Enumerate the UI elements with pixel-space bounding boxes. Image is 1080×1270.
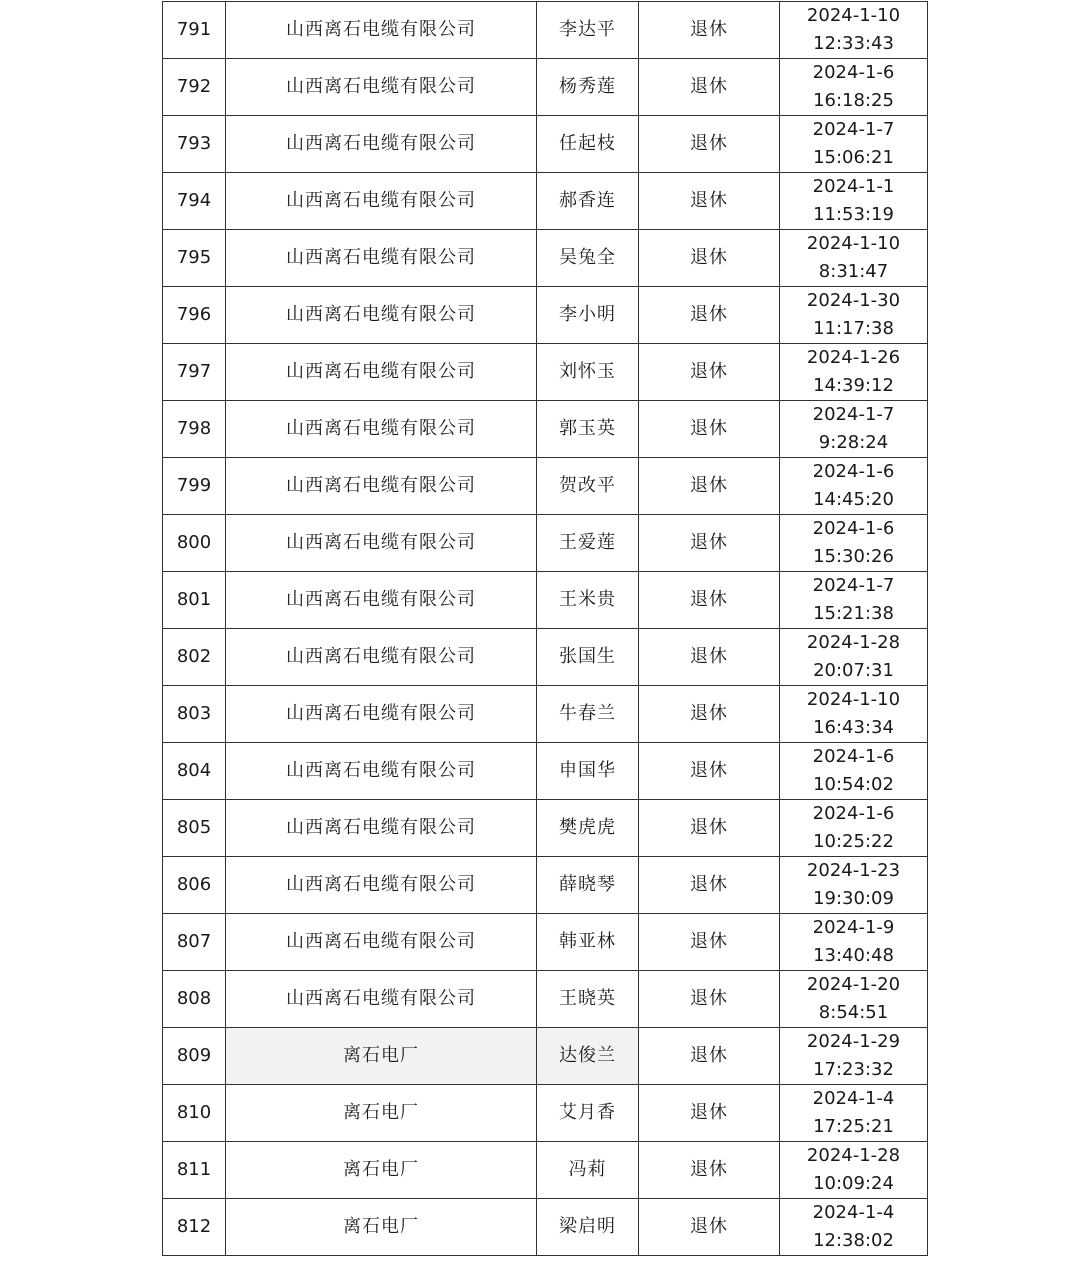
timestamp-date: 2024-1-6 xyxy=(812,62,895,83)
timestamp-time: 10:09:24 xyxy=(813,1173,894,1194)
company-name: 山西离石电缆有限公司 xyxy=(226,2,537,59)
row-number: 791 xyxy=(163,2,226,59)
table-row xyxy=(163,629,928,686)
company-name: 山西离石电缆有限公司 xyxy=(226,686,537,743)
timestamp-time: 11:53:19 xyxy=(813,204,894,225)
company-name: 山西离石电缆有限公司 xyxy=(226,344,537,401)
company-name: 山西离石电缆有限公司 xyxy=(226,515,537,572)
timestamp-cell xyxy=(780,914,928,971)
timestamp-time: 20:07:31 xyxy=(813,660,894,681)
person-name: 李小明 xyxy=(537,287,639,344)
status-text: 退休 xyxy=(639,800,780,857)
status-text: 退休 xyxy=(639,1199,780,1256)
person-name: 王米贵 xyxy=(537,572,639,629)
status-text: 退休 xyxy=(639,743,780,800)
table-row xyxy=(163,1028,928,1085)
row-number: 796 xyxy=(163,287,226,344)
table-row xyxy=(163,914,928,971)
timestamp-date: 2024-1-1 xyxy=(812,176,895,197)
timestamp-date: 2024-1-23 xyxy=(806,860,901,881)
timestamp-date: 2024-1-28 xyxy=(806,1145,901,1166)
timestamp-cell xyxy=(780,116,928,173)
row-number: 811 xyxy=(163,1142,226,1199)
person-name: 梁启明 xyxy=(537,1199,639,1256)
company-name: 山西离石电缆有限公司 xyxy=(226,914,537,971)
timestamp-cell xyxy=(780,287,928,344)
person-name: 王爱莲 xyxy=(537,515,639,572)
table-row xyxy=(163,230,928,287)
table-row xyxy=(163,515,928,572)
timestamp-time: 8:31:47 xyxy=(818,261,889,282)
table-row xyxy=(163,59,928,116)
row-number: 797 xyxy=(163,344,226,401)
row-number: 793 xyxy=(163,116,226,173)
table-row xyxy=(163,458,928,515)
row-number: 808 xyxy=(163,971,226,1028)
status-text: 退休 xyxy=(639,287,780,344)
person-name: 樊虎虎 xyxy=(537,800,639,857)
table-row xyxy=(163,686,928,743)
table-row xyxy=(163,800,928,857)
timestamp-date: 2024-1-6 xyxy=(812,518,895,539)
status-text: 退休 xyxy=(639,629,780,686)
roster-table-body xyxy=(163,2,928,1256)
row-number: 798 xyxy=(163,401,226,458)
row-number: 802 xyxy=(163,629,226,686)
company-name: 离石电厂 xyxy=(226,1028,537,1085)
timestamp-date: 2024-1-6 xyxy=(812,746,895,767)
timestamp-date: 2024-1-7 xyxy=(812,404,895,425)
row-number: 795 xyxy=(163,230,226,287)
row-number: 807 xyxy=(163,914,226,971)
timestamp-cell xyxy=(780,59,928,116)
timestamp-cell xyxy=(780,1085,928,1142)
company-name: 离石电厂 xyxy=(226,1142,537,1199)
timestamp-cell xyxy=(780,686,928,743)
person-name: 郭玉英 xyxy=(537,401,639,458)
status-text: 退休 xyxy=(639,914,780,971)
timestamp-date: 2024-1-26 xyxy=(806,347,901,368)
timestamp-cell xyxy=(780,1142,928,1199)
status-text: 退休 xyxy=(639,59,780,116)
table-row xyxy=(163,2,928,59)
person-name: 杨秀莲 xyxy=(537,59,639,116)
row-number: 812 xyxy=(163,1199,226,1256)
timestamp-cell xyxy=(780,344,928,401)
person-name: 刘怀玉 xyxy=(537,344,639,401)
timestamp-time: 9:28:24 xyxy=(818,432,889,453)
timestamp-time: 15:30:26 xyxy=(813,546,894,567)
status-text: 退休 xyxy=(639,344,780,401)
company-name: 山西离石电缆有限公司 xyxy=(226,971,537,1028)
timestamp-cell xyxy=(780,173,928,230)
row-number: 800 xyxy=(163,515,226,572)
row-number: 803 xyxy=(163,686,226,743)
table-row xyxy=(163,287,928,344)
timestamp-cell xyxy=(780,230,928,287)
person-name: 艾月香 xyxy=(537,1085,639,1142)
row-number: 805 xyxy=(163,800,226,857)
status-text: 退休 xyxy=(639,1085,780,1142)
person-name: 任起枝 xyxy=(537,116,639,173)
row-number: 801 xyxy=(163,572,226,629)
timestamp-time: 11:17:38 xyxy=(813,318,894,339)
company-name: 山西离石电缆有限公司 xyxy=(226,629,537,686)
timestamp-cell xyxy=(780,572,928,629)
timestamp-time: 17:25:21 xyxy=(813,1116,894,1137)
company-name: 山西离石电缆有限公司 xyxy=(226,230,537,287)
timestamp-date: 2024-1-7 xyxy=(812,119,895,140)
timestamp-time: 10:25:22 xyxy=(813,831,894,852)
status-text: 退休 xyxy=(639,686,780,743)
table-row xyxy=(163,743,928,800)
table-row xyxy=(163,857,928,914)
timestamp-time: 17:23:32 xyxy=(813,1059,894,1080)
person-name: 达俊兰 xyxy=(537,1028,639,1085)
timestamp-time: 13:40:48 xyxy=(813,945,894,966)
person-name: 张国生 xyxy=(537,629,639,686)
timestamp-cell xyxy=(780,2,928,59)
row-number: 792 xyxy=(163,59,226,116)
timestamp-date: 2024-1-10 xyxy=(806,233,901,254)
status-text: 退休 xyxy=(639,1142,780,1199)
status-text: 退休 xyxy=(639,515,780,572)
timestamp-date: 2024-1-7 xyxy=(812,575,895,596)
timestamp-cell xyxy=(780,1199,928,1256)
company-name: 山西离石电缆有限公司 xyxy=(226,173,537,230)
timestamp-time: 12:38:02 xyxy=(813,1230,894,1251)
status-text: 退休 xyxy=(639,1028,780,1085)
status-text: 退休 xyxy=(639,401,780,458)
row-number: 810 xyxy=(163,1085,226,1142)
status-text: 退休 xyxy=(639,2,780,59)
status-text: 退休 xyxy=(639,173,780,230)
table-row xyxy=(163,401,928,458)
company-name: 山西离石电缆有限公司 xyxy=(226,458,537,515)
table-row xyxy=(163,572,928,629)
timestamp-time: 15:06:21 xyxy=(813,147,894,168)
timestamp-time: 16:43:34 xyxy=(813,717,894,738)
table-row xyxy=(163,1085,928,1142)
timestamp-date: 2024-1-10 xyxy=(806,689,901,710)
person-name: 薛晓琴 xyxy=(537,857,639,914)
table-row xyxy=(163,1199,928,1256)
timestamp-time: 12:33:43 xyxy=(813,33,894,54)
table-row xyxy=(163,1142,928,1199)
timestamp-time: 14:45:20 xyxy=(813,489,894,510)
person-name: 冯莉 xyxy=(537,1142,639,1199)
person-name: 吴兔全 xyxy=(537,230,639,287)
status-text: 退休 xyxy=(639,572,780,629)
timestamp-time: 19:30:09 xyxy=(813,888,894,909)
status-text: 退休 xyxy=(639,857,780,914)
row-number: 804 xyxy=(163,743,226,800)
timestamp-cell xyxy=(780,629,928,686)
person-name: 牛春兰 xyxy=(537,686,639,743)
company-name: 山西离石电缆有限公司 xyxy=(226,743,537,800)
company-name: 山西离石电缆有限公司 xyxy=(226,857,537,914)
person-name: 贺改平 xyxy=(537,458,639,515)
timestamp-date: 2024-1-9 xyxy=(812,917,895,938)
status-text: 退休 xyxy=(639,458,780,515)
company-name: 山西离石电缆有限公司 xyxy=(226,287,537,344)
company-name: 山西离石电缆有限公司 xyxy=(226,116,537,173)
row-number: 809 xyxy=(163,1028,226,1085)
timestamp-time: 14:39:12 xyxy=(813,375,894,396)
status-text: 退休 xyxy=(639,971,780,1028)
roster-table xyxy=(162,1,928,1256)
timestamp-time: 10:54:02 xyxy=(813,774,894,795)
timestamp-time: 15:21:38 xyxy=(813,603,894,624)
person-name: 韩亚林 xyxy=(537,914,639,971)
timestamp-cell xyxy=(780,401,928,458)
company-name: 山西离石电缆有限公司 xyxy=(226,800,537,857)
company-name: 山西离石电缆有限公司 xyxy=(226,572,537,629)
timestamp-cell xyxy=(780,458,928,515)
timestamp-time: 16:18:25 xyxy=(813,90,894,111)
timestamp-date: 2024-1-20 xyxy=(806,974,901,995)
company-name: 离石电厂 xyxy=(226,1199,537,1256)
timestamp-date: 2024-1-6 xyxy=(812,803,895,824)
status-text: 退休 xyxy=(639,230,780,287)
company-name: 离石电厂 xyxy=(226,1085,537,1142)
timestamp-cell xyxy=(780,971,928,1028)
company-name: 山西离石电缆有限公司 xyxy=(226,401,537,458)
person-name: 李达平 xyxy=(537,2,639,59)
timestamp-date: 2024-1-29 xyxy=(806,1031,901,1052)
timestamp-time: 8:54:51 xyxy=(818,1002,889,1023)
timestamp-date: 2024-1-6 xyxy=(812,461,895,482)
person-name: 申国华 xyxy=(537,743,639,800)
timestamp-date: 2024-1-4 xyxy=(812,1088,895,1109)
table-row xyxy=(163,116,928,173)
timestamp-date: 2024-1-30 xyxy=(806,290,901,311)
table-row xyxy=(163,173,928,230)
company-name: 山西离石电缆有限公司 xyxy=(226,59,537,116)
timestamp-cell xyxy=(780,743,928,800)
timestamp-date: 2024-1-28 xyxy=(806,632,901,653)
status-text: 退休 xyxy=(639,116,780,173)
row-number: 806 xyxy=(163,857,226,914)
table-row xyxy=(163,344,928,401)
table-row xyxy=(163,971,928,1028)
row-number: 799 xyxy=(163,458,226,515)
timestamp-date: 2024-1-10 xyxy=(806,5,901,26)
timestamp-date: 2024-1-4 xyxy=(812,1202,895,1223)
timestamp-cell xyxy=(780,1028,928,1085)
timestamp-cell xyxy=(780,800,928,857)
person-name: 郝香连 xyxy=(537,173,639,230)
person-name: 王晓英 xyxy=(537,971,639,1028)
timestamp-cell xyxy=(780,857,928,914)
timestamp-cell xyxy=(780,515,928,572)
row-number: 794 xyxy=(163,173,226,230)
